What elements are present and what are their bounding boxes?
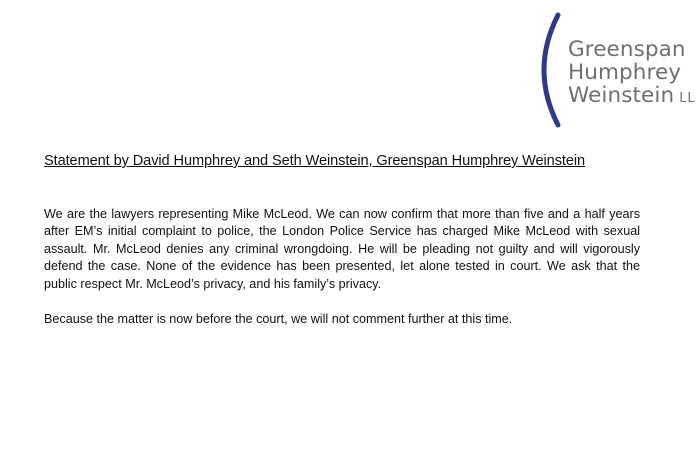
logo-wordmark xyxy=(568,38,696,107)
logo-line-weinstein xyxy=(568,84,696,107)
logo-line-weinstein-text: Weinstein xyxy=(568,83,675,108)
firm-logo xyxy=(528,12,696,132)
logo-suffix: LL xyxy=(679,91,696,106)
statement-paragraph-1: We are the lawyers representing Mike McLeod. We can now confirm that more than five and a half years after EM’s initial complaint to police, the London Police Service has charged Mike McLeod with sexual assault. Mr. McLeod denies any criminal wrongdoing. He will be pleading not guilty and will vigorously defend the case. None of the evidence has been presented, let alone tested in court. We ask that the public respect Mr. McLeod’s privacy, and his family’s privacy. xyxy=(44,207,640,291)
statement-paragraph-2: Because the matter is now before the court, we will not comment further at this time. xyxy=(44,312,513,326)
logo-arc-icon xyxy=(528,12,564,128)
logo-line-humphrey: Humphrey xyxy=(568,60,682,85)
statement-title: Statement by David Humphrey and Seth Weinstein, Greenspan Humphrey Weinstein xyxy=(44,153,586,169)
logo-line-greenspan: Greenspan xyxy=(568,37,686,62)
